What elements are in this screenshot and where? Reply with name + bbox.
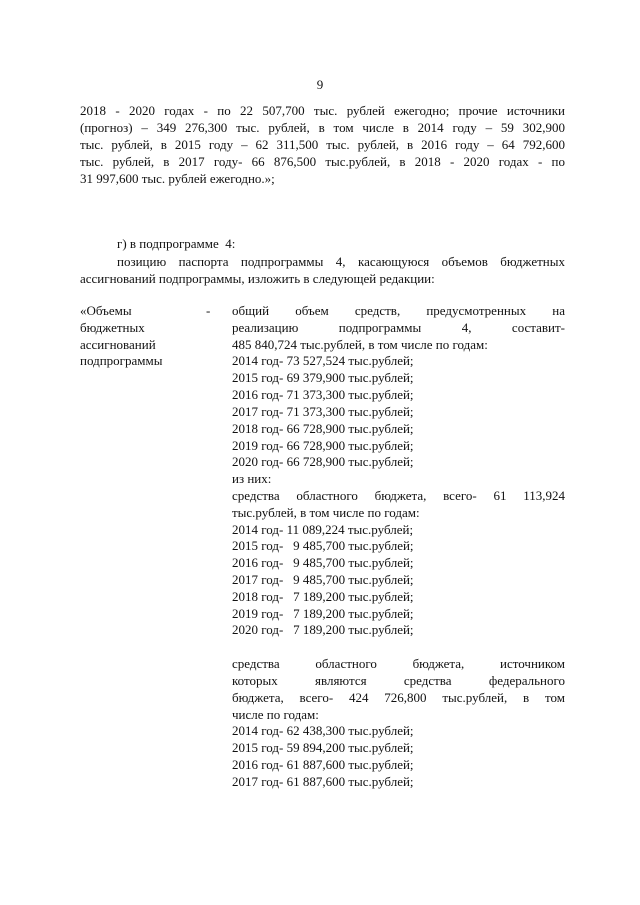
paragraph-line: позицию паспорта подпрограммы 4, касающуюся объемов бюджетных bbox=[117, 254, 565, 269]
passport-value-line: 2016 год- 71 373,300 тыс.рублей; bbox=[232, 387, 414, 403]
passport-value-line: из них: bbox=[232, 471, 272, 487]
page-number: 9 bbox=[316, 77, 324, 92]
passport-value-line: 2014 год- 73 527,524 тыс.рублей; bbox=[232, 353, 414, 369]
paragraph-line: ассигнований подпрограммы, изложить в следующей редакции: bbox=[80, 270, 435, 286]
passport-value-column bbox=[232, 303, 565, 791]
passport-value-line: 2018 год- 66 728,900 тыс.рублей; bbox=[232, 420, 414, 436]
passport-label-line: «Объемы bbox=[80, 303, 132, 318]
paragraph-line: тыс. рублей, в 2015 году – 62 311,500 тыс. рублей, в 2016 году – 64 792,600 bbox=[80, 136, 565, 152]
paragraph-funding-continuation bbox=[80, 103, 565, 187]
paragraph-line: 31 997,600 тыс. рублей ежегодно.»; bbox=[80, 170, 275, 186]
passport-label-column bbox=[80, 303, 210, 370]
passport-value-line: 2016 год- 9 485,700 тыс.рублей; bbox=[232, 555, 414, 571]
passport-label-line: бюджетных bbox=[80, 319, 145, 335]
passport-dash: - bbox=[206, 303, 211, 318]
paragraph-passport-position bbox=[80, 254, 565, 288]
passport-value-line: 2017 год- 71 373,300 тыс.рублей; bbox=[232, 403, 414, 419]
passport-value-line: 2015 год- 9 485,700 тыс.рублей; bbox=[232, 538, 414, 554]
passport-value-line: реализацию подпрограммы 4, составит- bbox=[232, 319, 565, 335]
passport-value-line: бюджета, всего- 424 726,800 тыс.рублей, в том bbox=[232, 689, 565, 705]
passport-value-line: 485 840,724 тыс.рублей, в том числе по годам: bbox=[232, 336, 488, 352]
passport-label-line: подпрограммы bbox=[80, 353, 163, 369]
passport-value-line: средства областного бюджета, всего- 61 113,924 bbox=[232, 487, 565, 503]
passport-value-line: 2020 год- 66 728,900 тыс.рублей; bbox=[232, 454, 414, 470]
passport-value-line: тыс.рублей, в том числе по годам: bbox=[232, 504, 420, 520]
passport-value-line: общий объем средств, предусмотренных на bbox=[232, 303, 565, 318]
passport-value-line: 2016 год- 61 887,600 тыс.рублей; bbox=[232, 756, 414, 772]
paragraph-line: (прогноз) – 349 276,300 тыс. рублей, в том числе в 2014 году – 59 302,900 bbox=[80, 119, 565, 135]
passport-value-line: 2014 год- 62 438,300 тыс.рублей; bbox=[232, 723, 414, 739]
passport-value-line: 2017 год- 9 485,700 тыс.рублей; bbox=[232, 572, 414, 587]
passport-value-line: 2018 год- 7 189,200 тыс.рублей; bbox=[232, 588, 414, 604]
passport-value-line: 2015 год- 69 379,900 тыс.рублей; bbox=[232, 370, 414, 386]
passport-value-line: средства областного бюджета, источником bbox=[232, 656, 565, 672]
passport-label-line: ассигнований bbox=[80, 336, 156, 352]
passport-value-line: 2015 год- 59 894,200 тыс.рублей; bbox=[232, 740, 414, 756]
paragraph-line: тыс. рублей, в 2017 году- 66 876,500 тыс.рублей, в 2018 - 2020 годах - по bbox=[80, 153, 565, 169]
passport-value-line: 2014 год- 11 089,224 тыс.рублей; bbox=[232, 521, 414, 537]
subheading-subprogram-4: г) в подпрограмме 4: bbox=[117, 236, 236, 251]
passport-value-line: 2019 год- 66 728,900 тыс.рублей; bbox=[232, 437, 414, 453]
passport-value-line: 2017 год- 61 887,600 тыс.рублей; bbox=[232, 773, 414, 789]
paragraph-line: 2018 - 2020 годах - по 22 507,700 тыс. рублей ежегодно; прочие источники bbox=[80, 103, 565, 118]
passport-value-line: числе по годам: bbox=[232, 706, 319, 722]
passport-value-line: 2020 год- 7 189,200 тыс.рублей; bbox=[232, 622, 414, 638]
passport-value-line: 2019 год- 7 189,200 тыс.рублей; bbox=[232, 605, 414, 621]
blank-line bbox=[232, 639, 565, 656]
passport-value-line: которых являются средства федерального bbox=[232, 672, 565, 688]
